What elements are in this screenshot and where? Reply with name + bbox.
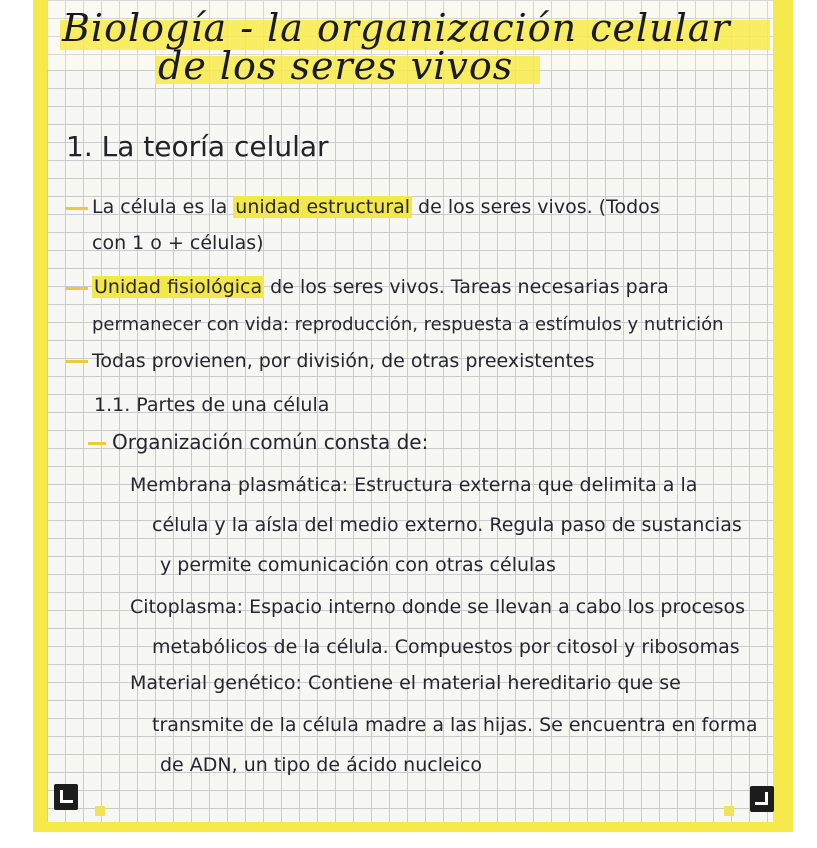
section-heading: 1. La teoría celular — [66, 130, 329, 163]
part-1-line-1: Membrana plasmática: Estructura externa que delimita a la — [130, 474, 698, 496]
page-title-line1: Biología - la organización celular — [62, 6, 731, 50]
bullet-dash — [88, 442, 106, 445]
bullet-dash — [66, 287, 88, 290]
part-3-line-2: transmite de la célula madre a las hijas. Se encuentra en forma — [152, 714, 758, 736]
bullet-1-highlight: unidad estructural — [235, 196, 411, 218]
bullet-3-line: Todas provienen, por división, de otras preexistentes — [92, 350, 595, 372]
bullet-1-continuation: con 1 o + células) — [92, 232, 264, 254]
subsection-heading: 1.1. Partes de una célula — [94, 394, 330, 416]
bullet-2-continuation: permanecer con vida: reproducción, respuesta a estímulos y nutrición — [92, 314, 724, 335]
bullet-2-line — [92, 276, 669, 298]
bullet-2-post: de los seres vivos. Tareas necesarias para — [264, 276, 669, 298]
bullet-1-pre: La célula es la — [92, 196, 234, 218]
corner-square — [724, 806, 734, 816]
part-3-line-3: de ADN, un tipo de ácido nucleico — [160, 754, 483, 776]
bullet-1-post: de los seres vivos. (Todos — [412, 196, 660, 218]
corner-square — [95, 806, 105, 816]
part-1-line-3: y permite comunicación con otras células — [160, 554, 556, 576]
part-3-line-1: Material genético: Contiene el material hereditario que se — [130, 672, 681, 694]
part-2-line-2: metabólicos de la célula. Compuestos por citosol y ribosomas — [152, 636, 740, 658]
part-1-line-2: célula y la aísla del medio externo. Regula paso de sustancias — [152, 514, 742, 536]
bullet-1-line — [92, 196, 660, 218]
subsection-intro: Organización común consta de: — [112, 430, 429, 454]
bullet-dash — [66, 360, 88, 363]
page-title-line2: de los seres vivos — [158, 44, 514, 88]
part-2-line-1: Citoplasma: Espacio interno donde se llevan a cabo los procesos — [130, 596, 746, 618]
corner-crop-icon — [54, 784, 78, 810]
bullet-dash — [66, 207, 88, 210]
bullet-2-highlight: Unidad fisiológica — [94, 276, 263, 298]
corner-crop-icon — [750, 786, 774, 812]
